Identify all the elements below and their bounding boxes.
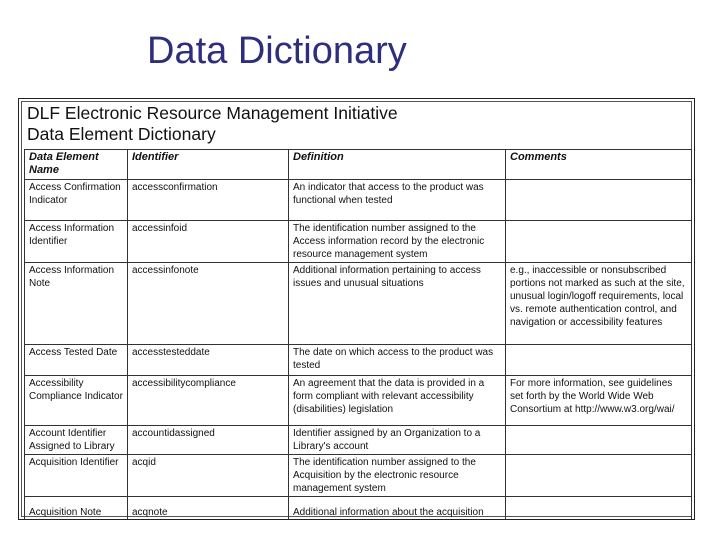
cell-identifier: acqid [128,455,289,497]
column-header-definition: Definition [289,150,506,180]
cell-identifier: accessconfirmation [128,180,289,221]
table-row [25,263,692,345]
document-image [18,98,695,520]
cell-comments [506,345,692,376]
cell-comments [506,455,692,497]
slide-title: Data Dictionary [147,30,407,72]
column-header-name: Data Element Name [25,150,128,180]
cell-name: Access Information Identifier [25,221,128,263]
column-header-identifier: Identifier [128,150,289,180]
cell-definition: An agreement that the data is provided in a form compliant with relevant accessibility (disabilities) legislation [289,376,506,426]
cell-definition: Additional information about the acquisition [289,497,506,521]
table-row [25,376,692,426]
cell-name: Acquisition Identifier [25,455,128,497]
cell-name: Access Information Note [25,263,128,345]
cell-identifier: accesstesteddate [128,345,289,376]
cell-comments: e.g., inaccessible or nonsubscribed portions not marked as such at the site, unusual login/logoff requirements, local vs. remote authentication control, and navigation or accessibility features [506,263,692,345]
document-heading-line-2: Data Element Dictionary [27,124,216,144]
cell-name: Acquisition Note [25,497,128,521]
cell-identifier: accessinfonote [128,263,289,345]
cell-definition: The date on which access to the product was tested [289,345,506,376]
table-row [25,497,692,521]
cell-name: Account Identifier Assigned to Library [25,426,128,455]
column-header-comments: Comments [506,150,692,180]
document-heading [27,103,398,145]
cell-name: Access Tested Date [25,345,128,376]
cell-identifier: acqnote [128,497,289,521]
data-element-table [24,149,692,520]
cell-comments: For more information, see guidelines set forth by the World Wide Web Consortium at http://www.w3.org/wai/ [506,376,692,426]
table-row [25,455,692,497]
table-header-row [25,150,692,180]
cell-definition: The identification number assigned to the Acquisition by the electronic resource management system [289,455,506,497]
cell-comments [506,426,692,455]
cell-identifier: accountidassigned [128,426,289,455]
cell-comments [506,497,692,521]
cell-definition: An indicator that access to the product was functional when tested [289,180,506,221]
table-row [25,221,692,263]
table-row [25,180,692,221]
cell-definition: Identifier assigned by an Organization to a Library's account [289,426,506,455]
table-row [25,426,692,455]
cell-definition: The identification number assigned to the Access information record by the electronic resource management system [289,221,506,263]
cell-comments [506,180,692,221]
cell-definition: Additional information pertaining to access issues and unusual situations [289,263,506,345]
cell-name: Access Confirmation Indicator [25,180,128,221]
cell-identifier: accessibilitycompliance [128,376,289,426]
cell-comments [506,221,692,263]
cell-name: Accessibility Compliance Indicator [25,376,128,426]
cell-identifier: accessinfoid [128,221,289,263]
table-row [25,345,692,376]
document-heading-line-1: DLF Electronic Resource Management Initiative [27,103,398,123]
